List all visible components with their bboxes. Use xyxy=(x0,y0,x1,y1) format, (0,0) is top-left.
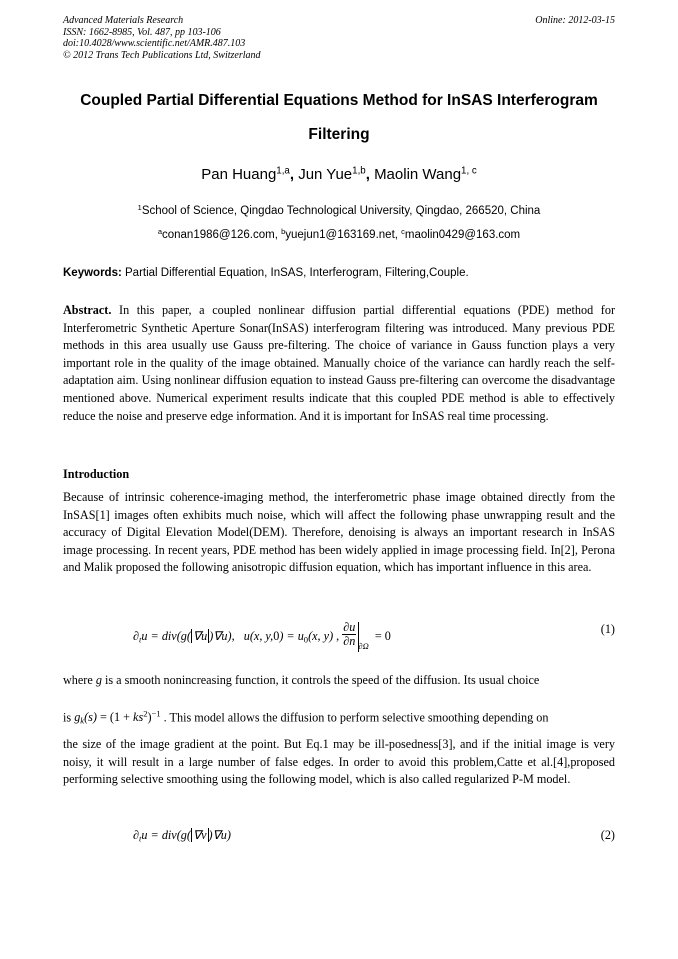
intro-paragraph-3 xyxy=(63,706,615,730)
equation-1-number: (1) xyxy=(600,622,615,636)
section-heading-introduction: Introduction xyxy=(63,467,130,481)
author-list: Pan Huang$^{1,a}$, Jun Yue$^{1,b}$, Maolin Wang$^{1, c}$ xyxy=(201,165,477,183)
email-sup: b xyxy=(281,226,286,236)
email-sup: c xyxy=(401,226,405,236)
email-list: $^a$conan1986@126.com, $^b$yuejun1@163169.net, $^c$maolin0429@163.com xyxy=(157,226,521,241)
para3-end: . This model allows the diffusion to perform selective smoothing depending on xyxy=(163,710,549,725)
equation-2-body: $\partial_tu = div(g$( ∇v )∇u) xyxy=(133,828,231,844)
intro-paragraph-4: the size of the image gradient at the point. But Eq.1 may be ill-posedness[3], and if the initial image is very noisy, it will result in a large number of false edges. In order to avoid this problem,Catte et al.[4],proposed performing selective smoothing using the following model, which is also called regularized P-M model. xyxy=(63,737,615,787)
affiliation xyxy=(40,204,638,218)
affiliation-text: School of Science, Qingdao Technological University, Qingdao, 266520, China xyxy=(141,205,541,217)
email-address[interactable]: yuejun1@163169.net xyxy=(285,229,395,241)
keywords-label: Keywords: xyxy=(63,267,122,279)
keywords xyxy=(63,266,615,280)
author-name: Jun Yue xyxy=(298,166,353,183)
paper-title-line-2: Filtering xyxy=(308,126,370,143)
intro-paragraph-1: Because of intrinsic coherence-imaging method, the interferometric phase image obtained directly from the InSAS[1] images often exhibits much noise, which will affect the following phase unwrapping result and the accuracy of Digital Elevation Model(DEM). Therefore, denoising is always an important research in InSAS image processing. In recent years, PDE method has been widely applied in image processing field. In[2], Perona and Malik proposed the following anisotropic diffusion equation, which has important influence in this area. xyxy=(63,490,615,575)
email-sup: a xyxy=(157,226,162,236)
journal-doi: doi:10.4028/www.scientific.net/AMR.487.103 xyxy=(63,38,246,49)
intro-paragraph-2 xyxy=(63,672,615,690)
journal-name: Advanced Materials Research xyxy=(63,15,184,26)
author-sup: 1,a xyxy=(276,165,290,177)
para3-start: is xyxy=(63,710,72,725)
equation-1-body: $\partial_tu = div(g$( ∇u )∇u), u(x, $y,0) = u_0(x$, y) , $\frac{\partial u}{\partial n}$ $_{\partial\Omega}$ = 0 xyxy=(133,619,391,652)
journal-copyright: © 2012 Trans Tech Publications Ltd, Switzerland xyxy=(63,49,261,61)
affiliation-sup: 1 xyxy=(137,202,142,212)
para2-start: where xyxy=(63,673,93,687)
email-address[interactable]: maolin0429@163.com xyxy=(404,229,521,241)
author-name: Maolin Wang xyxy=(374,166,462,183)
abstract-text: In this paper, a coupled nonlinear diffusion partial differential equations (PDE) method for Interferometric Synthetic Aperture Sonar(InSAS) interferogram filtering was introduced. Many previous PDE methods in this area usually use Gauss pre-filtering. The choice of variance in Gauss function plays a very important role in the quality of the image obtained. Manually choice of the variance can hardly reach the self-adaptation aim. Using nonlinear diffusion equation to instead Gauss pre-filtering can overcome the disadvantage mentioned above. Numerical experiment results indicate that this coupled PDE method is able to effectively reduce the noise and preserve edge information. And it is important for InSAS real time processing. xyxy=(63,303,616,423)
inline-formula-gk: $g_k(s) = (1 + ks^2)^{-1}$ xyxy=(74,709,161,726)
equation-1 xyxy=(63,614,615,650)
abstract-label: Abstract. xyxy=(63,303,112,317)
journal-issn: ISSN: 1662-8985, Vol. 487, pp 103-106 xyxy=(63,26,221,38)
keywords-text: Partial Differential Equation, InSAS, Interferogram, Filtering,Couple. xyxy=(125,267,469,279)
author-sup: 1,b xyxy=(352,165,366,177)
author-name: Pan Huang xyxy=(201,166,277,183)
author-sup: 1, c xyxy=(461,165,477,177)
abstract xyxy=(63,302,615,425)
variable-g: g xyxy=(95,673,102,687)
paper-title-line-1: Coupled Partial Differential Equations Method for InSAS Interferogram xyxy=(80,92,598,109)
email-address[interactable]: conan1986@126.com xyxy=(162,229,275,241)
journal-header xyxy=(63,15,261,61)
equation-2-number: (2) xyxy=(600,828,615,842)
equation-2 xyxy=(63,820,615,856)
para2-end: is a smooth nonincreasing function, it controls the speed of the diffusion. Its usual choice xyxy=(104,673,540,687)
online-date: Online: 2012-03-15 xyxy=(535,15,615,26)
